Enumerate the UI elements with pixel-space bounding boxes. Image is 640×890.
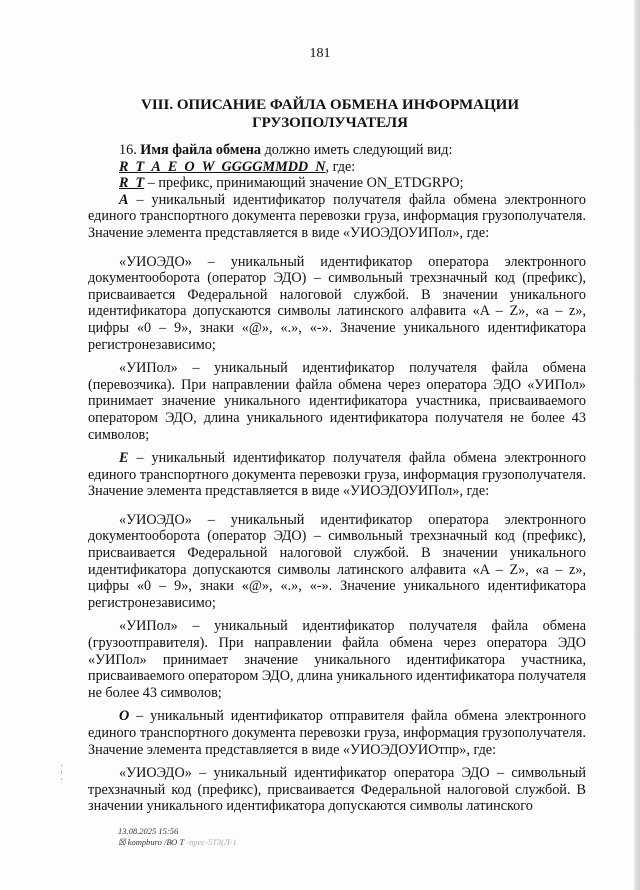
element-e-uioedo: «УИОЭДО» – уникальный идентификатор оператора электронного документооборота (оператор ЭДО) – символьный трехзначный код (префикс), присваивается Федеральной налоговой службой. В значении уникального идентификатора допускаются символы латинского алфавита «A – Z», «a – z», цифры «0 – 9», знаки «@», «.», «-». Значение уникального идентификатора регистронезависимо;	[88, 511, 586, 611]
section-title	[60, 96, 600, 132]
element-a	[88, 192, 586, 242]
section-title-line-2: ГРУЗОПОЛУЧАТЕЛЯ	[252, 115, 408, 131]
term-filename: Имя файла обмена	[140, 142, 262, 158]
element-rt-text: – префикс, принимающий значение ON_ETDGRPO;	[144, 175, 464, 192]
element-o	[88, 708, 586, 758]
element-e-label: E	[119, 450, 129, 467]
element-a-label: A	[119, 191, 129, 208]
section-title-line-1: VIII. ОПИСАНИЕ ФАЙЛА ОБМЕНА ИНФОРМАЦИИ	[141, 97, 519, 113]
element-e-uipol: «УИПол» – уникальный идентификатор получателя файла обмена (грузоотправителя). При направлении файла обмена через оператора ЭДО «УИПол» принимает значение уникального идентификатора участника, присваиваемого оператором ЭДО, длина уникального идентификатора получателя не более 43 символов;	[88, 618, 586, 701]
page-footer	[118, 826, 237, 848]
page-number: 181	[309, 46, 331, 61]
document-body	[88, 142, 586, 822]
element-o-label: O	[119, 708, 130, 725]
paragraph-number: 16.	[119, 142, 137, 158]
margin-mark: ⁚ ⁚	[60, 764, 64, 783]
page-edge-shadow	[634, 0, 640, 890]
element-a-text: – уникальный идентификатор получателя файла обмена электронного единого транспортного документа перевозки груза, информация грузополучателя. Значение элемента представляется в виде «УИОЭДОУИПол», где:	[88, 191, 586, 241]
filename-format	[88, 159, 586, 176]
footer-code: -прес-5Т3(Л-1	[186, 837, 237, 847]
element-o-uioedo: «УИОЭДО» – уникальный идентификатор оператора ЭДО – символьный трехзначный код (префикс), присваивается Федеральной налоговой службой. В значении уникального идентификатора допускаются символы латинского	[88, 765, 586, 815]
paragraph-16-text: должно иметь следующий вид:	[261, 142, 453, 158]
footer-user: ☒ kompburo /ВО Т	[118, 837, 185, 847]
element-e	[88, 450, 586, 500]
element-rt-label: R_T	[119, 175, 145, 192]
element-a-uipol: «УИПол» – уникальный идентификатор получателя файла обмена (перевозчика). При направлении файла обмена через оператора ЭДО «УИПол» принимает значение уникального идентификатора участника, присваиваемого оператором ЭДО, длина уникального идентификатора получателя не более 43 символов;	[88, 360, 586, 443]
element-e-text: – уникальный идентификатор получателя файла обмена электронного единого транспортного документа перевозки груза, информация грузополучателя. Значение элемента представляется в виде «УИОЭДОУИПол», где:	[88, 450, 586, 500]
element-rt	[88, 175, 586, 192]
paragraph-16	[88, 142, 586, 159]
element-a-uioedo: «УИОЭДО» – уникальный идентификатор оператора электронного документооборота (оператор ЭДО) – символьный трехзначный код (префикс), присваивается Федеральной налоговой службой. В значении уникального идентификатора допускаются символы латинского алфавита «A – Z», «a – z», цифры «0 – 9», знаки «@», «.», «-». Значение уникального идентификатора регистронезависимо;	[88, 253, 586, 353]
filename-format-text: , где:	[325, 158, 356, 175]
footer-date: 13.08.2025 15:56	[118, 826, 179, 836]
footer-user-line	[118, 837, 237, 848]
element-o-text: – уникальный идентификатор отправителя файла обмена электронного единого транспортного документа перевозки груза, информация грузополучателя. Значение элемента представляется в виде «УИОЭДОУИОтпр», где:	[88, 708, 586, 758]
filename-pattern: R_T_A_E_O_W_GGGGMMDD_N	[119, 158, 326, 175]
